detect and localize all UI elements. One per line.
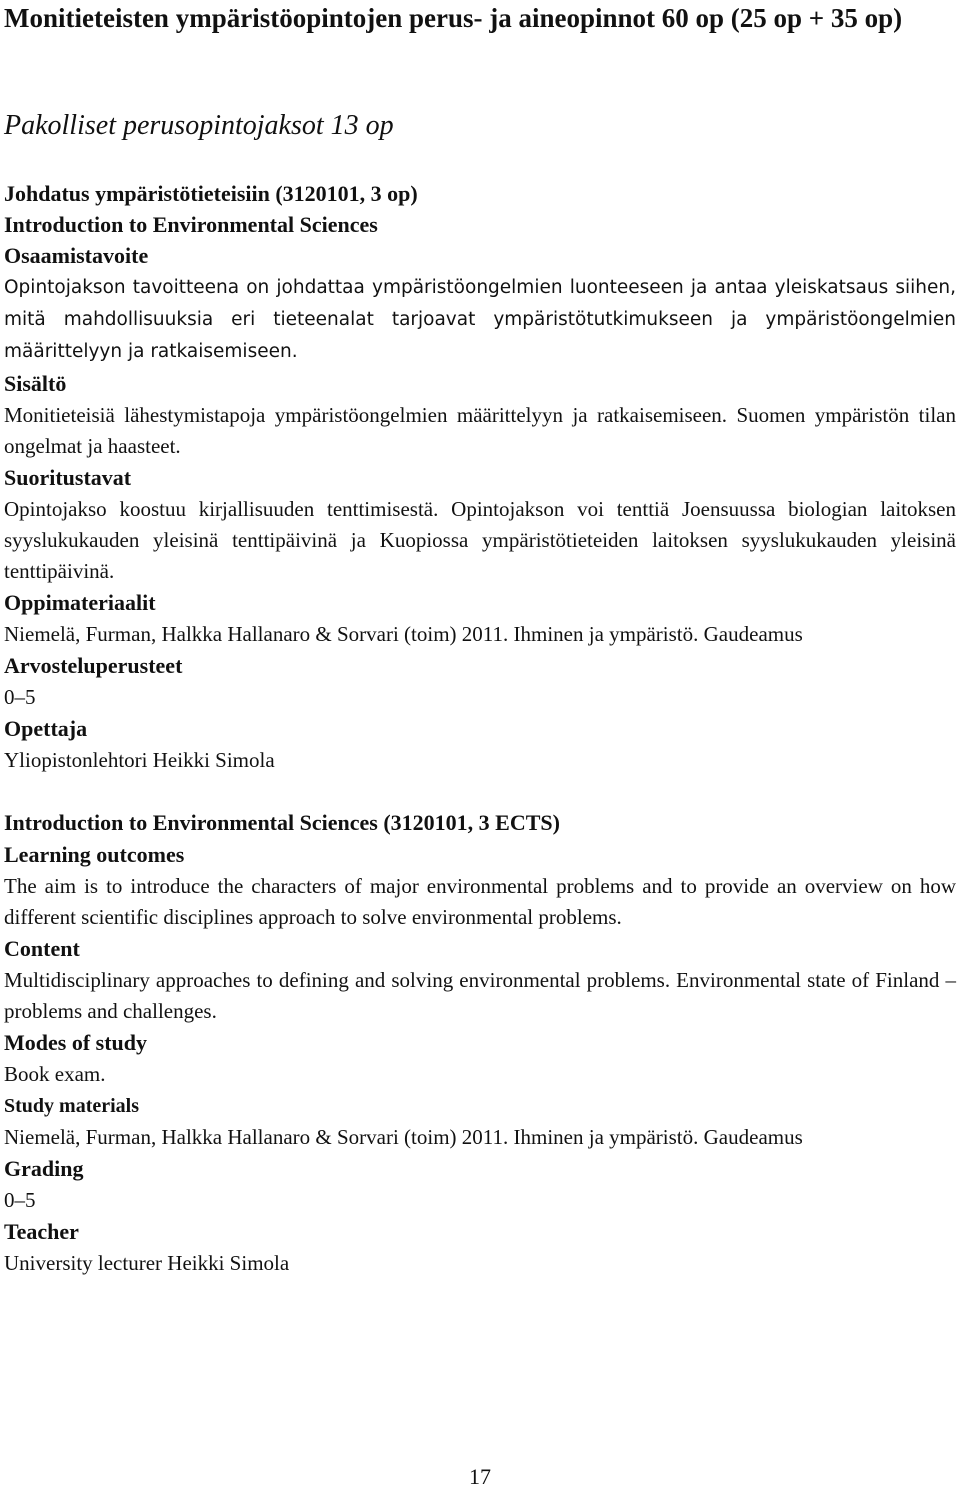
course-en xyxy=(4,807,956,1279)
course-fi-title: Johdatus ympäristötieteisiin (3120101, 3 op) xyxy=(4,181,418,206)
modes-text-fi xyxy=(4,494,956,587)
materials-text-fi: Niemelä, Furman, Halkka Hallanaro & Sorvari (toim) 2011. Ihminen ja ympäristö. Gaudeamus xyxy=(4,622,803,646)
teacher-heading-en: Teacher xyxy=(4,1219,79,1244)
content-text-en: Multidisciplinary approaches to defining and solving environmental problems. Environmental state of Finland – problems and challenges. xyxy=(4,968,956,1023)
modes-heading-en: Modes of study xyxy=(4,1030,148,1055)
outcomes-text: The aim is to introduce the characters of major environmental problems and to provide an overview on how different scientific disciplines approach to solve environmental problems. xyxy=(4,874,956,929)
grading-heading-en: Grading xyxy=(4,1156,84,1181)
teacher-heading-fi: Opettaja xyxy=(4,716,88,741)
document-title: Monitieteisten ympäristöopintojen perus- ja aineopinnot 60 op (25 op + 35 op) xyxy=(4,3,903,33)
teacher-text-fi: Yliopistonlehtori Heikki Simola xyxy=(4,748,275,772)
modes-text-fi-part-a: Opintojakso koostuu kirjallisuuden tenttimisestä. xyxy=(4,497,439,521)
objectives-text: Opintojakson tavoitteena on johdattaa ympäristöongelmien luonteeseen ja antaa yleiskatsaus siihen, mitä mahdollisuuksia eri tieteenalat tarjoavat ympäristötutkimukseen ja ympäristöongelmien määrittelyyn ja ratkaisemiseen. xyxy=(4,277,956,362)
objectives-heading: Osaamistavoite xyxy=(4,243,149,268)
content-heading-en: Content xyxy=(4,936,80,961)
page-number: 17 xyxy=(469,1464,491,1489)
teacher-text-en: University lecturer Heikki Simola xyxy=(4,1251,290,1275)
course-fi-english-name: Introduction to Environmental Sciences xyxy=(4,212,378,237)
course-fi xyxy=(4,178,956,776)
modes-text-fi-part-b: Opintojakson voi tenttiä Joensuussa biologian laitoksen syyslukukauden yleisinä tenttipäivinä ja Kuopiossa ympäristötieteiden laitoksen syyslukukauden yleisinä tenttipäivinä. xyxy=(4,497,957,583)
materials-text-en: Niemelä, Furman, Halkka Hallanaro & Sorvari (toim) 2011. Ihminen ja ympäristö. Gaudeamus xyxy=(4,1125,803,1149)
grading-text-en: 0–5 xyxy=(4,1188,36,1212)
materials-heading-fi: Oppimateriaalit xyxy=(4,590,156,615)
modes-heading-fi: Suoritustavat xyxy=(4,465,132,490)
outcomes-heading: Learning outcomes xyxy=(4,842,185,867)
materials-heading-en: Study materials xyxy=(4,1095,139,1117)
content-text-fi: Monitieteisiä lähestymistapoja ympäristöongelmien määrittelyyn ja ratkaisemiseen. Suomen ympäristön tilan ongelmat ja haasteet. xyxy=(4,403,956,458)
grading-text-fi: 0–5 xyxy=(4,685,36,709)
course-en-title: Introduction to Environmental Sciences (3120101, 3 ECTS) xyxy=(4,810,560,835)
content-heading-fi: Sisältö xyxy=(4,371,67,396)
section-subtitle: Pakolliset perusopintojaksot 13 op xyxy=(4,110,394,141)
modes-text-en: Book exam. xyxy=(4,1062,106,1086)
grading-heading-fi: Arvosteluperusteet xyxy=(4,653,183,678)
